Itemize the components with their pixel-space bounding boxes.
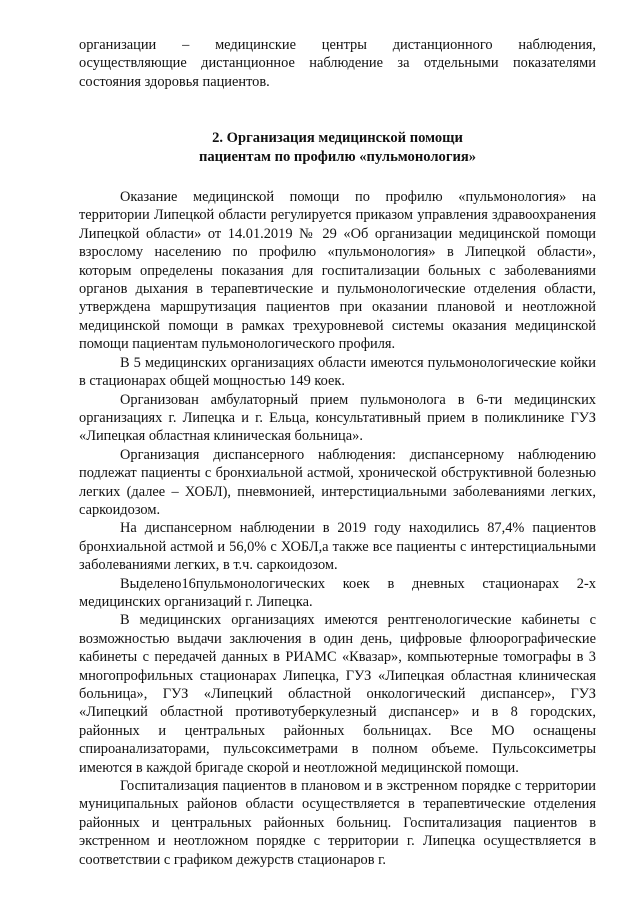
paragraph-dispensary: Организация диспансерного наблюдения: диспансерному наблюдению подлежат пациенты с бронхиальной астмой, хронической обструктивной болезнью легких (далее – ХОБЛ), пневмонией, интерстициальными заболеваниями легких, саркоидозом. (79, 446, 596, 518)
paragraph-equipment: В медицинских организациях имеются рентгенологические кабинеты с возможностью выдачи заключения в один день, цифровые флюорографические кабинеты с передачей данных в РИАМС «Квазар», компьютерные томографы в 3 многопрофильных стационарах Липецка, ГУЗ «Липецкая областная клиническая больница», ГУЗ «Липецкий областной онкологический диспансер», ГУЗ «Липецкий областной противотуберкулезный диспансер» и в 8 городских, районных и центральных районных больницах. Все МО оснащены спироанализаторами, пульсоксиметрами в полном объеме. Пульсоксиметры имеются в каждой бригаде скорой и неотложной медицинской помощи. (79, 612, 596, 776)
section-title-line-1: 2. Организация медицинской помощи (212, 130, 463, 147)
paragraph-outpatient: Организован амбулаторный прием пульмонолога в 6-ти медицинских организациях г. Липецка и г. Ельца, консультативный прием в поликлинике ГУЗ «Липецкая областная клиническая больница». (79, 391, 596, 445)
paragraph-day-beds: Выделено16пульмонологических коек в дневных стационарах 2-х медицинских организаций г. Липецка. (79, 575, 596, 610)
intro-paragraph: организации – медицинские центры дистанционного наблюдения, осуществляющие дистанционное наблюдение за отдельными показателями состояния здоровья пациентов. (79, 37, 596, 90)
paragraph-regulation: Оказание медицинской помощи по профилю «пульмонология» на территории Липецкой области регулируется приказом управления здравоохранения Липецкой области» от 14.01.2019 № 29 «Об организации медицинской помощи взрослому населению по профилю «пульмонология» в Липецкой области», которым определены показания для госпитализации больных с заболеваниями органов дыхания в терапевтические и пульмонологические отделения области, утверждена маршрутизация пациентов при оказании плановой и неотложной медицинской помощи в рамках трехуровневой системы оказания медицинской помощи пациентам пульмонологического профиля. (79, 189, 596, 353)
paragraph-dispensary-stats: На диспансерном наблюдении в 2019 году находились 87,4% пациентов бронхиальной астмой и 56,0% с ХОБЛ,а также все пациенты с интерстициальными заболеваниями легких, в т.ч. саркоидозом. (79, 520, 596, 574)
paragraph-beds: В 5 медицинских организациях области имеются пульмонологические койки в стационарах общей мощностью 149 коек. (79, 354, 596, 390)
section-title-line-2: пациентам по профилю «пульмонология» (198, 148, 477, 165)
section-heading (79, 129, 596, 166)
paragraph-hospitalization: Госпитализация пациентов в плановом и в экстренном порядке с территории муниципальных районов области осуществляется в терапевтические отделения районных и центральных районных больниц. Госпитализация пациентов в экстренном и неотложном порядке с территории г. Липецка осуществляется в соответствии с графиком дежурств стационаров г. (79, 778, 596, 868)
